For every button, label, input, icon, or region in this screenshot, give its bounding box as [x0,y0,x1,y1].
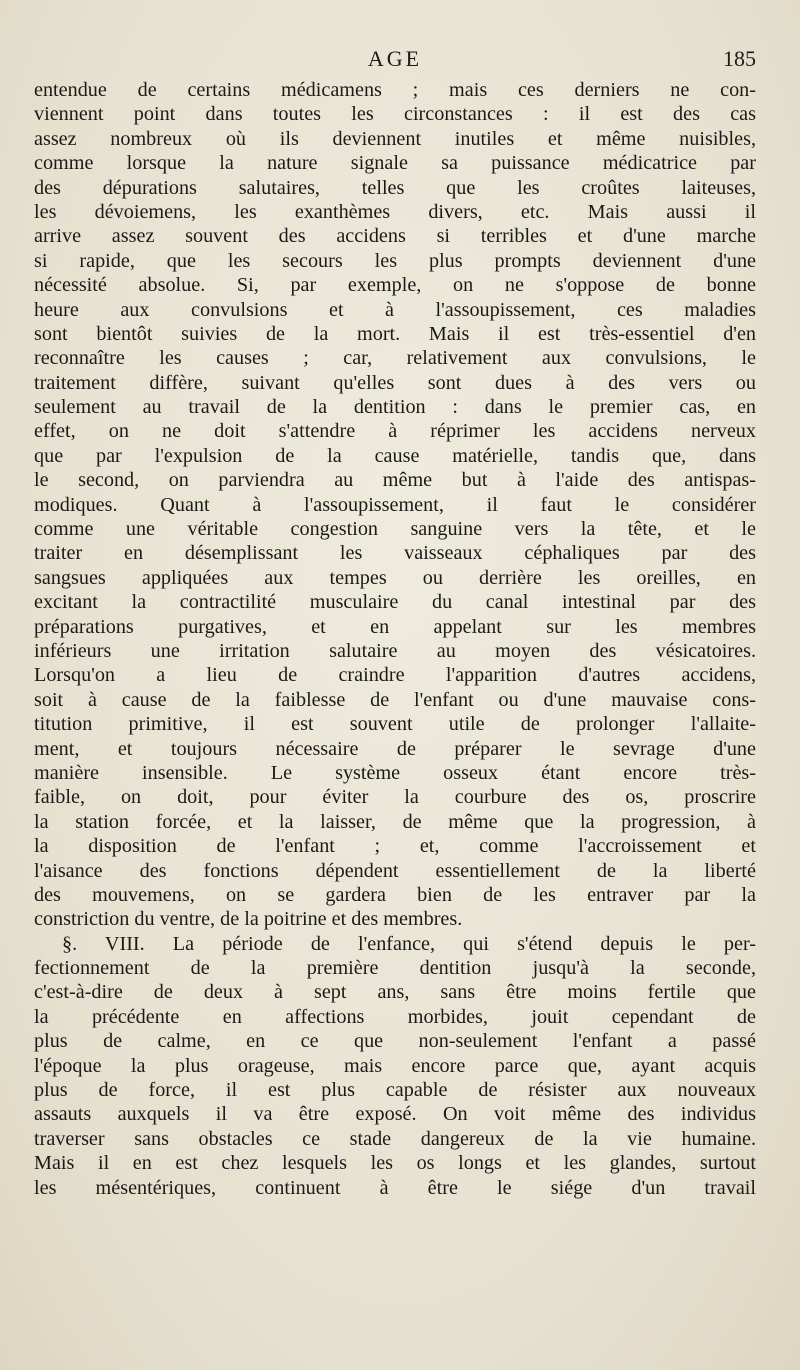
text-line: c'est-à-dire de deux à sept ans, sans être moins fertile que [34,981,756,1004]
page-number: 185 [723,46,756,71]
text-line: traverser sans obstacles ce stade dangereux de la vie humaine. [34,1127,756,1150]
text-line: le second, on parviendra au même but à l'aide des antispas- [34,469,756,492]
text-line: manière insensible. Le système osseux étant encore très- [34,761,756,784]
body-text [34,78,756,1200]
text-line: constriction du ventre, de la poitrine et des membres. [34,908,463,931]
text-line: si rapide, que les secours les plus prompts deviennent d'une [34,249,756,272]
text-line: effet, on ne doit s'attendre à réprimer les accidens nerveux [34,420,756,443]
text-line: comme lorsque la nature signale sa puissance médicatrice par [34,152,756,175]
text-line: l'époque la plus orageuse, mais encore parce que, ayant acquis [34,1054,756,1077]
text-line: inférieurs une irritation salutaire au moyen des vésicatoires. [34,639,756,662]
text-line: la précédente en affections morbides, jouit cependant de [34,1005,756,1028]
text-line: les mésentériques, continuent à être le siége d'un travail [34,1176,756,1199]
text-line: des dépurations salutaires, telles que les croûtes laiteuses, [34,176,756,199]
text-line: §. VIII. La période de l'enfance, qui s'étend depuis le per- [62,932,756,955]
text-line: des mouvemens, on se gardera bien de les entraver par la [34,883,756,906]
text-line: que par l'expulsion de la cause matérielle, tandis que, dans [34,444,756,467]
running-title: AGE [367,46,423,71]
paragraph-1 [34,78,756,932]
text-line: les dévoiemens, les exanthèmes divers, etc. Mais aussi il [34,200,756,223]
text-line: plus de force, il est plus capable de résister aux nouveaux [34,1079,756,1102]
page-header [34,44,756,76]
text-line: ment, et toujours nécessaire de préparer le sevrage d'une [34,737,756,760]
text-line: soit à cause de la faiblesse de l'enfant ou d'une mauvaise cons- [34,688,756,711]
text-line: excitant la contractilité musculaire du canal intestinal par des [34,591,756,614]
text-line: heure aux convulsions et à l'assoupissement, ces maladies [34,298,756,321]
text-line: nécessité absolue. Si, par exemple, on ne s'oppose de bonne [34,274,756,297]
text-line: reconnaître les causes ; car, relativement aux convulsions, le [34,347,756,370]
text-line: fectionnement de la première dentition jusqu'à la seconde, [34,957,756,980]
text-line: viennent point dans toutes les circonstances : il est des cas [34,103,756,126]
text-line: l'aisance des fonctions dépendent essentiellement de la liberté [34,859,756,882]
text-line: sont bientôt suivies de la mort. Mais il est très-essentiel d'en [34,322,756,345]
text-line: Lorsqu'on a lieu de craindre l'apparition d'autres accidens, [34,664,756,687]
text-line: préparations purgatives, et en appelant sur les membres [34,615,756,638]
text-line: titution primitive, il est souvent utile de prolonger l'allaite- [34,713,756,736]
text-line: la disposition de l'enfant ; et, comme l'accroissement et [34,835,756,858]
text-line: plus de calme, en ce que non-seulement l'enfant a passé [34,1030,756,1053]
text-line: Mais il en est chez lesquels les os longs et les glandes, surtout [34,1152,756,1175]
text-line: faible, on doit, pour éviter la courbure des os, proscrire [34,786,756,809]
text-line: seulement au travail de la dentition : dans le premier cas, en [34,396,756,419]
text-line: assauts auxquels il va être exposé. On voit même des individus [34,1103,756,1126]
text-line: sangsues appliquées aux tempes ou derrière les oreilles, en [34,566,756,589]
text-line: la station forcée, et la laisser, de même que la progression, à [34,810,756,833]
text-line: traitement diffère, suivant qu'elles sont dues à des vers ou [34,371,756,394]
text-line: comme une véritable congestion sanguine vers la tête, et le [34,518,756,541]
text-line: modiques. Quant à l'assoupissement, il faut le considérer [34,493,756,516]
text-line: traiter en désemplissant les vaisseaux céphaliques par des [34,542,756,565]
paragraph-2 [34,932,756,1200]
text-line: arrive assez souvent des accidens si terribles et d'une marche [34,225,756,248]
text-line: entendue de certains médicamens ; mais ces derniers ne con- [34,79,756,101]
text-line: assez nombreux où ils deviennent inutiles et même nuisibles, [34,127,756,150]
